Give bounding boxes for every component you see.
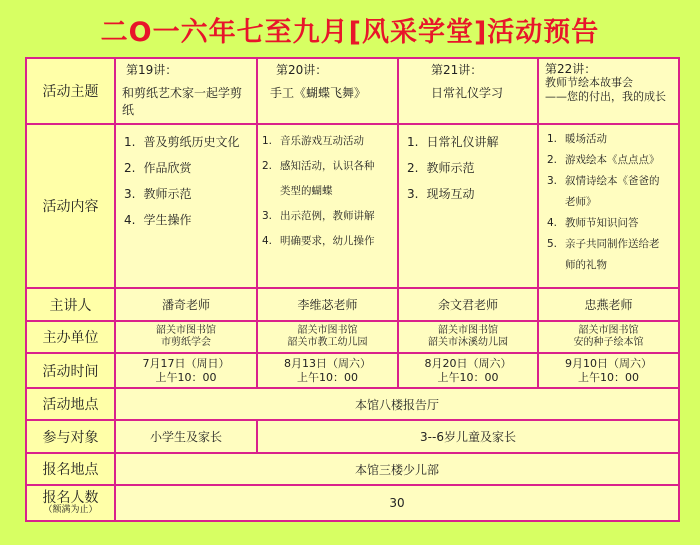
row-label-theme: 活动主题 (26, 58, 115, 124)
time-cell: 7月17日（周日） 上午10：00 (115, 353, 257, 388)
time-cell: 9月10日（周六） 上午10：00 (538, 353, 679, 388)
lecture-21-contents (398, 124, 538, 288)
row-label-organizer: 主办单位 (26, 321, 115, 353)
list-item: 1. 普及剪纸历史文化 (124, 134, 240, 149)
lecture-topic: 手工《蝴蝶飞舞》 (270, 86, 367, 100)
list-item: 4. 学生操作 (124, 212, 192, 227)
time-cell: 8月13日（周六） 上午10：00 (257, 353, 398, 388)
row-label-content: 活动内容 (26, 124, 115, 288)
organizer-cell: 韶关市图书馆 安的种子绘本馆 (538, 321, 679, 353)
list-item: 4. 明确要求，幼儿操作 (262, 234, 375, 247)
row-label-venue: 活动地点 (26, 388, 115, 420)
lecture-19-contents (115, 124, 257, 288)
list-item: 5. 亲子共同制作送给老 (547, 237, 660, 250)
organizer-cell: 韶关市图书馆 韶关市沐溪幼儿园 (398, 321, 538, 353)
list-item: 师的礼物 (565, 258, 607, 271)
list-item: 3. 现场互动 (407, 186, 475, 201)
row-label-audience: 参与对象 (26, 420, 115, 452)
list-item: 3. 出示范例，教师讲解 (262, 209, 375, 222)
lecture-20-contents (257, 124, 398, 288)
lecture-subtopic: ——您的付出，我的成长 (545, 90, 666, 103)
list-item: 2. 作品欣赏 (124, 160, 192, 175)
row-label-capacity (26, 485, 115, 521)
row-label-registration-place: 报名地点 (26, 453, 115, 485)
time-cell: 8月20日（周六） 上午10：00 (398, 353, 538, 388)
theme-row (26, 58, 679, 124)
list-item: 老师》 (565, 195, 597, 208)
lecture-topic: 教师节绘本故事会 (545, 76, 633, 89)
audience-value: 3--6岁儿童及家长 (257, 420, 679, 452)
organizer-row (26, 321, 679, 353)
lecture-22-contents (538, 124, 679, 288)
registration-place-row (26, 453, 679, 485)
lecture-20-topic-cell (257, 58, 398, 124)
organizer-cell: 韶关市图书馆 韶关市教工幼儿园 (257, 321, 398, 353)
audience-value: 小学生及家长 (115, 420, 257, 452)
content-row (26, 124, 679, 288)
lecture-21-topic-cell (398, 58, 538, 124)
audience-row (26, 420, 679, 452)
speaker-name: 李维苾老师 (257, 288, 398, 320)
page-title: 二O一六年七至九月[风采学堂]活动预告 (100, 17, 600, 48)
list-item: 3. 教师示范 (124, 186, 192, 201)
lecture-number: 第21讲： (431, 63, 483, 77)
list-item: 1. 暖场活动 (547, 132, 608, 145)
lecture-number: 第22讲： (545, 62, 597, 76)
lecture-number: 第20讲： (276, 63, 328, 77)
speaker-name: 潘奇老师 (115, 288, 257, 320)
lecture-number: 第19讲： (126, 63, 178, 77)
lecture-22-topic-cell (538, 58, 679, 124)
registration-place-value: 本馆三楼少儿部 (115, 453, 679, 485)
list-item: 3. 叙情诗绘本《爸爸的 (547, 174, 660, 187)
list-item: 1. 音乐游戏互动活动 (262, 134, 365, 147)
row-label-time: 活动时间 (26, 353, 115, 388)
capacity-label: 报名人数 (42, 490, 99, 507)
row-label-speaker: 主讲人 (26, 288, 115, 320)
list-item: 4. 教师节知识问答 (547, 216, 639, 229)
list-item: 2. 游戏绘本《点点点》 (547, 153, 660, 166)
schedule-table (25, 57, 680, 522)
venue-row (26, 388, 679, 420)
venue-value: 本馆八楼报告厅 (115, 388, 679, 420)
list-item: 2. 教师示范 (407, 160, 475, 175)
list-item: 2. 感知活动，认识各种 (262, 159, 375, 172)
organizer-cell: 韶关市图书馆 市剪纸学会 (115, 321, 257, 353)
capacity-note: （额满为止） (43, 505, 98, 516)
lecture-topic: 和剪纸艺术家一起学剪纸 (122, 86, 243, 117)
lecture-topic: 日常礼仪学习 (431, 86, 504, 100)
list-item: 1. 日常礼仪讲解 (407, 134, 499, 149)
capacity-row (26, 485, 679, 521)
list-item: 类型的蝴蝶 (280, 184, 333, 197)
speaker-row (26, 288, 679, 320)
capacity-value: 30 (115, 485, 679, 521)
time-row (26, 353, 679, 388)
speaker-name: 忠燕老师 (538, 288, 679, 320)
speaker-name: 余文君老师 (398, 288, 538, 320)
lecture-19-topic-cell (115, 58, 257, 124)
